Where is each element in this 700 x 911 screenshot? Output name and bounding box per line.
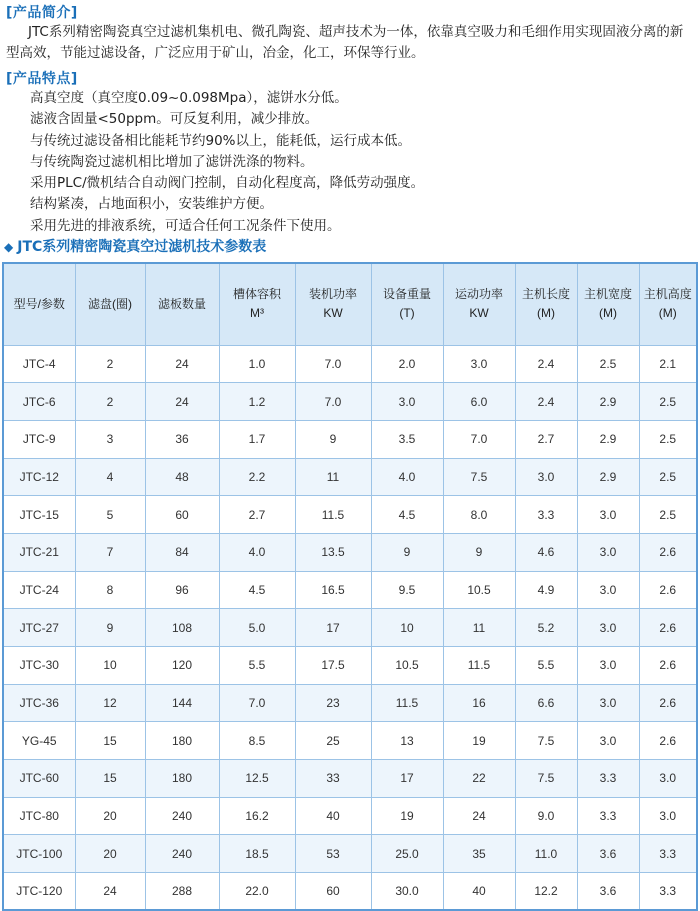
model-cell: JTC-21 bbox=[3, 533, 75, 571]
column-header-text: 运动功率 bbox=[454, 287, 503, 302]
value-cell: 3.0 bbox=[577, 609, 639, 647]
value-cell: 2.0 bbox=[371, 345, 443, 383]
value-cell: 144 bbox=[145, 684, 219, 722]
value-cell: 15 bbox=[75, 760, 145, 798]
feature-item: 高真空度（真空度0.09~0.098Mpa），滤饼水分低。 bbox=[30, 90, 348, 106]
value-cell: 24 bbox=[443, 797, 515, 835]
value-cell: 4.5 bbox=[371, 496, 443, 534]
model-cell: JTC-9 bbox=[3, 420, 75, 458]
model-cell: YG-45 bbox=[3, 722, 75, 760]
value-cell: 2.5 bbox=[639, 496, 697, 534]
value-cell: 1.7 bbox=[219, 420, 295, 458]
feature-item: 与传统过滤设备相比能耗节约90%以上，能耗低，运行成本低。 bbox=[30, 132, 412, 149]
column-header-text: 装机功率 bbox=[308, 287, 357, 302]
column-header bbox=[145, 263, 219, 345]
table-row bbox=[3, 571, 697, 609]
value-cell: 15 bbox=[75, 722, 145, 760]
column-header bbox=[639, 263, 697, 345]
value-cell: 3.0 bbox=[577, 647, 639, 685]
value-cell: 8.0 bbox=[443, 496, 515, 534]
value-cell: 4 bbox=[75, 458, 145, 496]
value-cell: 84 bbox=[145, 533, 219, 571]
column-header bbox=[219, 263, 295, 345]
value-cell: 2 bbox=[75, 345, 145, 383]
column-header-text: KW bbox=[323, 306, 343, 321]
value-cell: 19 bbox=[443, 722, 515, 760]
value-cell: 3.0 bbox=[371, 383, 443, 421]
value-cell: 24 bbox=[145, 345, 219, 383]
model-cell: JTC-60 bbox=[3, 760, 75, 798]
value-cell: 1.0 bbox=[219, 345, 295, 383]
table-row bbox=[3, 684, 697, 722]
intro-section-title: [产品简介] bbox=[6, 5, 78, 21]
value-cell: 120 bbox=[145, 647, 219, 685]
value-cell: 5.0 bbox=[219, 609, 295, 647]
feature-item: 与传统陶瓷过滤机相比增加了滤饼洗涤的物料。 bbox=[30, 153, 314, 170]
value-cell: 6.6 bbox=[515, 684, 577, 722]
value-cell: 25.0 bbox=[371, 835, 443, 873]
value-cell: 2.6 bbox=[639, 684, 697, 722]
value-cell: 7.0 bbox=[219, 684, 295, 722]
column-header-text: 滤板数量 bbox=[157, 296, 206, 311]
value-cell: 7.0 bbox=[295, 383, 371, 421]
value-cell: 240 bbox=[145, 835, 219, 873]
model-cell: JTC-80 bbox=[3, 797, 75, 835]
feature-list bbox=[30, 88, 424, 237]
value-cell: 3.3 bbox=[577, 797, 639, 835]
value-cell: 60 bbox=[295, 873, 371, 911]
value-cell: 2.4 bbox=[515, 383, 577, 421]
model-cell: JTC-36 bbox=[3, 684, 75, 722]
value-cell: 48 bbox=[145, 458, 219, 496]
value-cell: 7.5 bbox=[515, 722, 577, 760]
value-cell: 11.5 bbox=[295, 496, 371, 534]
table-row bbox=[3, 873, 697, 911]
feature-item: 滤液含固量<50ppm。可反复利用，减少排放。 bbox=[30, 111, 319, 128]
value-cell: 20 bbox=[75, 797, 145, 835]
diamond-bullet-icon: ◆ bbox=[4, 240, 14, 254]
value-cell: 11.0 bbox=[515, 835, 577, 873]
value-cell: 1.2 bbox=[219, 383, 295, 421]
column-header bbox=[3, 263, 75, 345]
column-header-text: (M) bbox=[599, 306, 617, 321]
value-cell: 2.6 bbox=[639, 647, 697, 685]
table-row bbox=[3, 383, 697, 421]
column-header-text: (T) bbox=[399, 306, 415, 321]
table-row bbox=[3, 722, 697, 760]
value-cell: 2.5 bbox=[639, 458, 697, 496]
model-cell: JTC-27 bbox=[3, 609, 75, 647]
value-cell: 7.0 bbox=[443, 420, 515, 458]
value-cell: 13 bbox=[371, 722, 443, 760]
value-cell: 5.2 bbox=[515, 609, 577, 647]
value-cell: 17 bbox=[371, 760, 443, 798]
value-cell: 2.7 bbox=[515, 420, 577, 458]
value-cell: 18.5 bbox=[219, 835, 295, 873]
value-cell: 3.6 bbox=[577, 835, 639, 873]
value-cell: 10 bbox=[371, 609, 443, 647]
column-header-text: KW bbox=[469, 306, 489, 321]
table-caption-text: JTC系列精密陶瓷真空过滤机技术参数表 bbox=[17, 239, 267, 255]
value-cell: 24 bbox=[75, 873, 145, 911]
model-cell: JTC-30 bbox=[3, 647, 75, 685]
model-cell: JTC-6 bbox=[3, 383, 75, 421]
value-cell: 3.0 bbox=[577, 722, 639, 760]
feature-item: 结构紧凑，占地面积小，安装维护方便。 bbox=[30, 196, 273, 213]
model-cell: JTC-120 bbox=[3, 873, 75, 911]
value-cell: 3.3 bbox=[515, 496, 577, 534]
column-header bbox=[371, 263, 443, 345]
value-cell: 24 bbox=[145, 383, 219, 421]
value-cell: 11.5 bbox=[371, 684, 443, 722]
value-cell: 2.5 bbox=[639, 383, 697, 421]
value-cell: 2.9 bbox=[577, 420, 639, 458]
value-cell: 12 bbox=[75, 684, 145, 722]
value-cell: 3.0 bbox=[639, 797, 697, 835]
value-cell: 8 bbox=[75, 571, 145, 609]
value-cell: 4.0 bbox=[371, 458, 443, 496]
value-cell: 25 bbox=[295, 722, 371, 760]
value-cell: 60 bbox=[145, 496, 219, 534]
value-cell: 2.7 bbox=[219, 496, 295, 534]
value-cell: 22.0 bbox=[219, 873, 295, 911]
value-cell: 19 bbox=[371, 797, 443, 835]
value-cell: 7.5 bbox=[443, 458, 515, 496]
value-cell: 3 bbox=[75, 420, 145, 458]
model-cell: JTC-100 bbox=[3, 835, 75, 873]
value-cell: 12.5 bbox=[219, 760, 295, 798]
value-cell: 40 bbox=[295, 797, 371, 835]
value-cell: 5 bbox=[75, 496, 145, 534]
value-cell: 53 bbox=[295, 835, 371, 873]
value-cell: 5.5 bbox=[515, 647, 577, 685]
value-cell: 108 bbox=[145, 609, 219, 647]
value-cell: 2.9 bbox=[577, 383, 639, 421]
value-cell: 4.9 bbox=[515, 571, 577, 609]
feature-item: 采用先进的排液系统，可适合任何工况条件下使用。 bbox=[30, 217, 341, 234]
value-cell: 16.5 bbox=[295, 571, 371, 609]
column-header-text: 主机宽度 bbox=[583, 287, 632, 302]
value-cell: 12.2 bbox=[515, 873, 577, 911]
value-cell: 2 bbox=[75, 383, 145, 421]
value-cell: 36 bbox=[145, 420, 219, 458]
value-cell: 9.0 bbox=[515, 797, 577, 835]
value-cell: 4.0 bbox=[219, 533, 295, 571]
column-header bbox=[577, 263, 639, 345]
value-cell: 3.0 bbox=[577, 533, 639, 571]
value-cell: 2.6 bbox=[639, 609, 697, 647]
value-cell: 7 bbox=[75, 533, 145, 571]
features-section-title: [产品特点] bbox=[6, 71, 78, 87]
table-row bbox=[3, 835, 697, 873]
column-header-text: M³ bbox=[250, 306, 264, 321]
feature-item: 采用PLC/微机结合自动阀门控制，自动化程度高，降低劳动强度。 bbox=[30, 175, 425, 192]
table-row bbox=[3, 458, 697, 496]
value-cell: 180 bbox=[145, 722, 219, 760]
column-header-text: 主机高度 bbox=[643, 287, 692, 302]
model-cell: JTC-15 bbox=[3, 496, 75, 534]
value-cell: 288 bbox=[145, 873, 219, 911]
value-cell: 3.3 bbox=[577, 760, 639, 798]
model-cell: JTC-12 bbox=[3, 458, 75, 496]
table-row bbox=[3, 609, 697, 647]
value-cell: 23 bbox=[295, 684, 371, 722]
column-header-text: 主机长度 bbox=[521, 287, 570, 302]
value-cell: 3.0 bbox=[577, 571, 639, 609]
value-cell: 2.2 bbox=[219, 458, 295, 496]
value-cell: 240 bbox=[145, 797, 219, 835]
value-cell: 16.2 bbox=[219, 797, 295, 835]
value-cell: 3.6 bbox=[577, 873, 639, 911]
value-cell: 10 bbox=[75, 647, 145, 685]
value-cell: 9.5 bbox=[371, 571, 443, 609]
value-cell: 3.0 bbox=[577, 684, 639, 722]
value-cell: 2.6 bbox=[639, 722, 697, 760]
table-row bbox=[3, 533, 697, 571]
value-cell: 3.3 bbox=[639, 873, 697, 911]
intro-paragraph: JTC系列精密陶瓷真空过滤机集机电、微孔陶瓷、超声技术为一体，依靠真空吸力和毛细作用实现固液分离的新型高效，节能过滤设备，广泛应用于矿山，冶金，化工，环保等行业。 bbox=[6, 24, 684, 61]
column-header bbox=[295, 263, 371, 345]
column-header-text: (M) bbox=[537, 306, 555, 321]
value-cell: 3.0 bbox=[515, 458, 577, 496]
model-cell: JTC-4 bbox=[3, 345, 75, 383]
column-header-text: 设备重量 bbox=[382, 287, 431, 302]
value-cell: 2.6 bbox=[639, 571, 697, 609]
value-cell: 17.5 bbox=[295, 647, 371, 685]
spec-table bbox=[2, 262, 698, 911]
value-cell: 2.1 bbox=[639, 345, 697, 383]
value-cell: 30.0 bbox=[371, 873, 443, 911]
value-cell: 22 bbox=[443, 760, 515, 798]
value-cell: 20 bbox=[75, 835, 145, 873]
column-header bbox=[75, 263, 145, 345]
column-header bbox=[515, 263, 577, 345]
value-cell: 3.5 bbox=[371, 420, 443, 458]
table-row bbox=[3, 797, 697, 835]
value-cell: 17 bbox=[295, 609, 371, 647]
value-cell: 11.5 bbox=[443, 647, 515, 685]
value-cell: 35 bbox=[443, 835, 515, 873]
table-caption bbox=[4, 236, 266, 256]
value-cell: 8.5 bbox=[219, 722, 295, 760]
value-cell: 9 bbox=[371, 533, 443, 571]
value-cell: 10.5 bbox=[371, 647, 443, 685]
table-row bbox=[3, 760, 697, 798]
table-row bbox=[3, 647, 697, 685]
value-cell: 2.5 bbox=[577, 345, 639, 383]
value-cell: 9 bbox=[75, 609, 145, 647]
value-cell: 3.0 bbox=[443, 345, 515, 383]
value-cell: 11 bbox=[295, 458, 371, 496]
table-header-row bbox=[3, 263, 697, 345]
value-cell: 5.5 bbox=[219, 647, 295, 685]
model-cell: JTC-24 bbox=[3, 571, 75, 609]
value-cell: 2.4 bbox=[515, 345, 577, 383]
value-cell: 33 bbox=[295, 760, 371, 798]
value-cell: 7.5 bbox=[515, 760, 577, 798]
value-cell: 2.5 bbox=[639, 420, 697, 458]
value-cell: 2.6 bbox=[639, 533, 697, 571]
column-header-text: 槽体容积 bbox=[232, 287, 281, 302]
value-cell: 96 bbox=[145, 571, 219, 609]
value-cell: 16 bbox=[443, 684, 515, 722]
value-cell: 4.5 bbox=[219, 571, 295, 609]
value-cell: 40 bbox=[443, 873, 515, 911]
column-header-text: 型号/参数 bbox=[13, 296, 65, 311]
value-cell: 9 bbox=[295, 420, 371, 458]
value-cell: 9 bbox=[443, 533, 515, 571]
value-cell: 4.6 bbox=[515, 533, 577, 571]
column-header bbox=[443, 263, 515, 345]
table-row bbox=[3, 496, 697, 534]
value-cell: 7.0 bbox=[295, 345, 371, 383]
column-header-text: (M) bbox=[658, 306, 677, 321]
value-cell: 2.9 bbox=[577, 458, 639, 496]
table-row bbox=[3, 420, 697, 458]
value-cell: 10.5 bbox=[443, 571, 515, 609]
value-cell: 3.0 bbox=[577, 496, 639, 534]
value-cell: 6.0 bbox=[443, 383, 515, 421]
value-cell: 13.5 bbox=[295, 533, 371, 571]
value-cell: 11 bbox=[443, 609, 515, 647]
table-row bbox=[3, 345, 697, 383]
value-cell: 180 bbox=[145, 760, 219, 798]
value-cell: 3.3 bbox=[639, 835, 697, 873]
value-cell: 3.0 bbox=[639, 760, 697, 798]
column-header-text: 滤盘(圈) bbox=[88, 296, 132, 311]
